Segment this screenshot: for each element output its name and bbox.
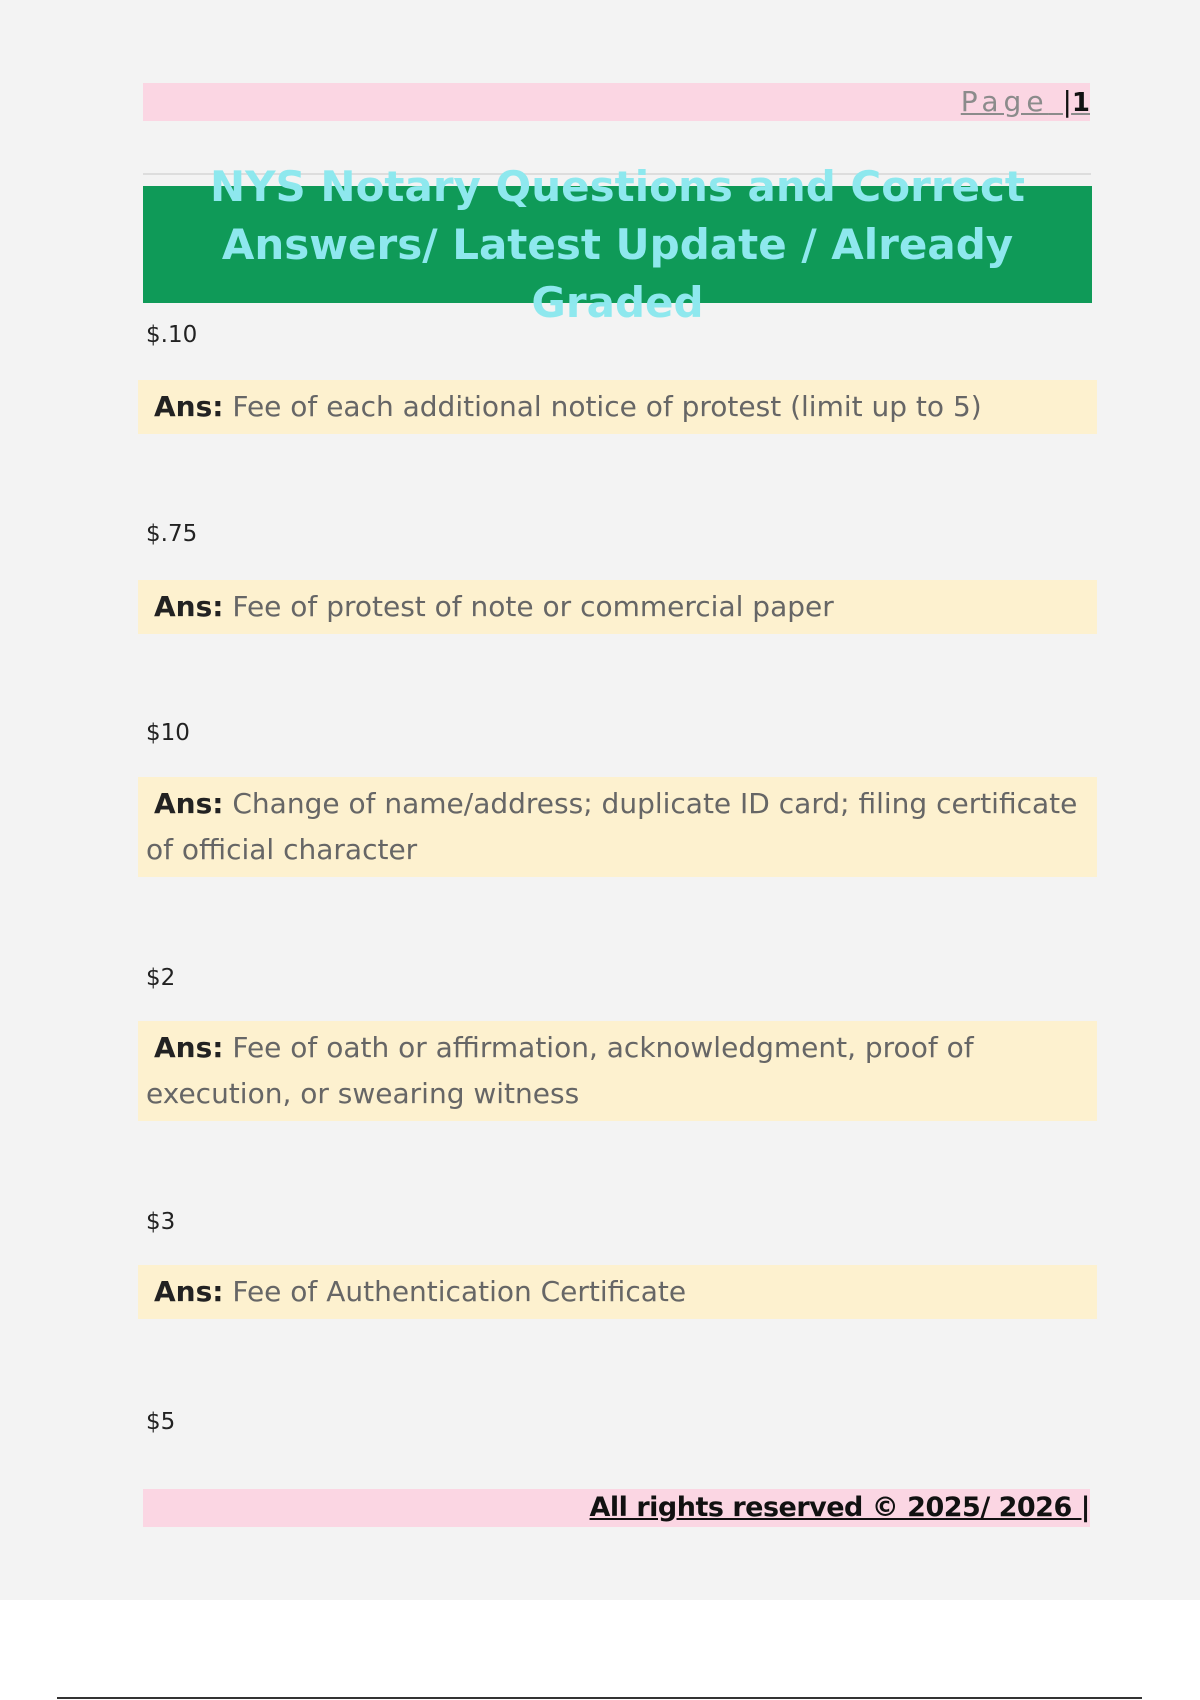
page-word: Page <box>960 85 1049 118</box>
question-text: $.10 <box>146 322 198 348</box>
document-title: NYS Notary Questions and Correct Answers/ Latest Update / Already Graded <box>209 161 1025 327</box>
answer-block <box>138 777 1097 877</box>
bottom-divider <box>57 1697 1142 1699</box>
question-text: $10 <box>146 720 190 746</box>
question-text: $.75 <box>146 521 198 547</box>
question-text: $3 <box>146 1209 176 1235</box>
page-header <box>143 83 1090 121</box>
answer-label: Ans: <box>154 1275 224 1308</box>
copyright-text: All rights reserved © 2025/ 2026 | <box>589 1492 1090 1523</box>
answer-label: Ans: <box>154 787 224 820</box>
title-banner <box>143 161 1092 327</box>
answer-text: Fee of oath or affirmation, acknowledgment, proof of execution, or swearing witness <box>146 1031 974 1110</box>
page-number-label <box>961 85 1090 120</box>
page-footer <box>143 1489 1090 1527</box>
answer-text: Fee of Authentication Certificate <box>232 1275 687 1308</box>
answer-block <box>138 380 1097 434</box>
answer-text: Fee of each additional notice of protest (limit up to 5) <box>232 390 982 423</box>
answer-label: Ans: <box>154 390 224 423</box>
answer-text: Change of name/address; duplicate ID card; filing certificate of official character <box>146 787 1078 866</box>
page-number: 1 <box>1071 88 1090 118</box>
answer-block <box>138 1265 1097 1319</box>
question-text: $2 <box>146 965 176 991</box>
page-separator: | <box>1062 85 1072 118</box>
answer-label: Ans: <box>154 590 224 623</box>
answer-block <box>138 1021 1097 1121</box>
question-text: $5 <box>146 1409 176 1435</box>
answer-block <box>138 580 1097 634</box>
answer-label: Ans: <box>154 1031 224 1064</box>
answer-text: Fee of protest of note or commercial paper <box>232 590 834 623</box>
